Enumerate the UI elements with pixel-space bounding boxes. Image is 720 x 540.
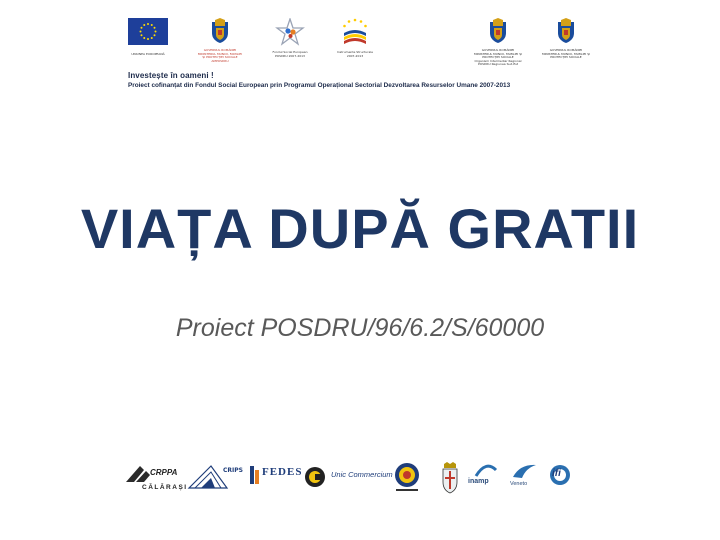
partner-crppa (124, 462, 188, 491)
municipal-coat-of-arms-icon (441, 462, 459, 496)
fedes-logo-icon (250, 464, 262, 486)
fse-star-icon (275, 18, 305, 46)
romania-coat-of-arms-icon (487, 18, 509, 44)
partner-administratia-penitenciarelor (384, 462, 430, 497)
project-code-subtitle: Proiect POSDRU/96/6.2/S/60000 (175, 314, 545, 342)
ministry-labour-caption-1: GUVERNUL ROMÂNIEI (203, 48, 237, 52)
eu-caption: UNIUNEA EUROPEANĂ (131, 52, 165, 56)
eu-logo (126, 18, 170, 57)
fse-caption-1: Fondul Social European (272, 50, 308, 54)
page-title: VIAȚA DUPĂ GRATII (80, 197, 640, 260)
crips-logo-icon (187, 462, 245, 492)
government-2-caption-3: PROTECȚIEI SOCIALE (550, 55, 582, 60)
government-1-caption-2: MINISTERUL MUNCII, FAMILIEI ȘI (474, 51, 522, 56)
ministry-labour-caption-2: MINISTERUL MUNCII, FAMILIEI (197, 51, 243, 56)
government-1-caption-3: PROTECȚIEI SOCIALE (482, 55, 514, 60)
veneto-name: Veneto (510, 481, 528, 487)
partner-crips (186, 462, 246, 497)
eu-flag-icon (128, 18, 168, 45)
structural-caption-1: Instrumente Structurale (337, 50, 373, 54)
ministry-labour-caption-4: AMPOSDRU (211, 58, 229, 63)
tagline: Investește în oameni ! (128, 71, 214, 80)
government-2-caption-2: MINISTERUL MUNCII, FAMILIEI ȘI (542, 51, 590, 56)
unic-commercium-name: Unic Commercium (331, 470, 393, 479)
crppa-name: CRPPA (150, 468, 178, 477)
inamp-logo-icon (474, 462, 498, 478)
crppa-subtitle: CĂLĂRAȘI (142, 484, 188, 491)
veneto-logo-icon (512, 462, 538, 480)
structural-logo (324, 18, 386, 58)
fse-logo (262, 18, 318, 58)
partner-municipal (438, 462, 462, 501)
unic-commercium-logo-icon (304, 464, 326, 490)
administratia-penitenciarelor-logo-icon (393, 462, 421, 492)
structural-instruments-icon (340, 18, 370, 46)
government-1-caption-4: Organism Intermediar Regional (474, 58, 522, 63)
romania-coat-of-arms-icon (555, 18, 577, 44)
structural-caption-2: 2007-2013 (346, 53, 364, 58)
ifi-name: ifi (552, 468, 561, 479)
fse-caption-2: POSDRU 2007-2013 (275, 53, 305, 58)
romania-coat-of-arms-icon (209, 18, 231, 44)
inamp-name: inamp (468, 478, 489, 485)
government-logo-2 (530, 18, 602, 60)
fedes-name: FEDES (262, 466, 303, 478)
project-cofinancing-line: Proiect cofinanțat din Fondul Social European prin Programul Operațional Sectorial Dezvoltarea Resurselor Umane 2007-2013 (128, 82, 511, 89)
crips-name: CRIPS (223, 467, 243, 474)
government-logo-1 (462, 18, 534, 67)
government-1-caption-5: POSDRU Regiunea Sud-Est (477, 62, 519, 67)
government-1-caption-1: GUVERNUL ROMÂNIEI (481, 48, 515, 52)
government-2-caption-1: GUVERNUL ROMÂNIEI (549, 48, 583, 52)
ministry-labour-logo (190, 18, 250, 63)
ministry-labour-caption-3: ȘI PROTECȚIEI SOCIALE (202, 55, 238, 60)
